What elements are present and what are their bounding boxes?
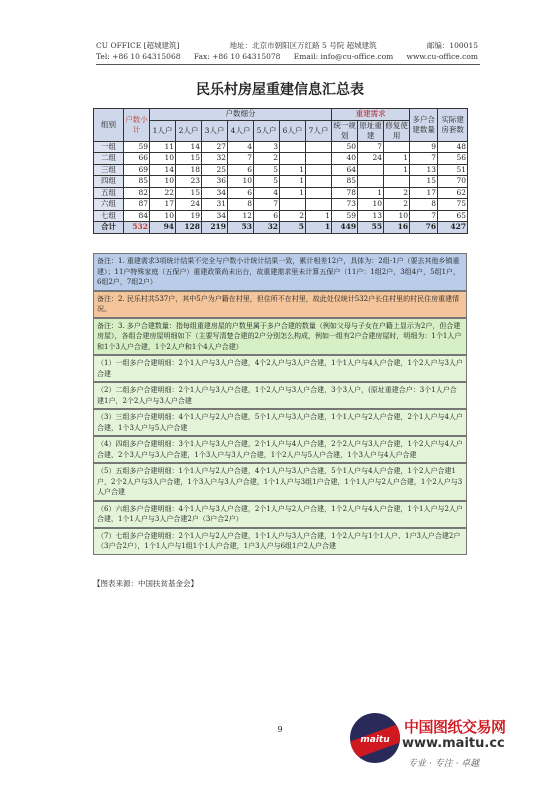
total-cell: 532	[124, 222, 150, 234]
email: Email: info@cu-office.com	[293, 52, 394, 61]
table-cell: 7	[410, 153, 438, 165]
table-cell	[280, 153, 306, 165]
note-1: 备注：1. 重建需求3项统计结果不完全与户数小计统计结果一致，累计相差12户，具体为：2组-1户（要去其他乡镇重建）；11户特殊家庭（五保户）重建政策尚未出台，故重建需求里未计算五保户（11户：1组2户，3组4户，5组1户，6组2户，7组2户）	[93, 253, 467, 291]
table-cell	[384, 176, 410, 188]
table-cell: 11	[150, 141, 176, 153]
company-name: CU OFFICE [超城建筑]	[96, 41, 180, 50]
group-label: 三组	[94, 164, 124, 176]
table-cell: 78	[332, 187, 358, 199]
logo-text: maitu	[360, 735, 390, 745]
table-cell	[306, 176, 332, 188]
group-6-detail: （6）六组多户合建明细：4个1人户与3人户合建，2个1人户与2人户合建，1个2人户与4人户合建，1个1人户与2人户合建，1个1人户与3人户合建2户（3户合2户）	[93, 501, 467, 528]
table-row	[94, 141, 468, 153]
header-group: 组别	[94, 109, 124, 142]
table-cell: 40	[332, 153, 358, 165]
table-cell: 1	[280, 164, 306, 176]
table-cell: 73	[332, 199, 358, 211]
table-cell	[384, 141, 410, 153]
table-cell: 10	[358, 199, 384, 211]
watermark-url: www.maitu.cc	[402, 736, 505, 751]
note-2: 备注：2. 民乐村共537户，其中5户为户籍在村里，但住所不在村里，故此处仅统计532户长住村里的村民住房重建情况。	[93, 291, 467, 318]
total-cell: 94	[150, 222, 176, 234]
table-cell: 75	[438, 199, 468, 211]
total-cell: 32	[254, 222, 280, 234]
group-4-detail: （4）四组多户合建明细：3个1人户与3人户合建，2个1人户与4人户合建，2个2人户与3人户合建，1个2人户与4人户合建，2个3人户与3人户合建，1个3人户与3人户合建，1个2人户与5人户合建，1个3人户与4人户合建	[93, 436, 467, 463]
header-household-detail: 户数细分	[150, 109, 332, 121]
table-cell: 7	[254, 199, 280, 211]
group-label: 六组	[94, 199, 124, 211]
table-cell: 15	[176, 153, 202, 165]
table-cell: 50	[332, 141, 358, 153]
header-unified-plan: 统一规划	[333, 120, 356, 140]
header-joint-build: 多户合建数量	[410, 109, 438, 142]
table-cell: 9	[410, 141, 438, 153]
table-cell: 2	[254, 153, 280, 165]
table-row	[94, 176, 468, 188]
header-2-person: 2人户	[176, 120, 202, 141]
table-cell: 34	[202, 210, 228, 222]
total-cell: 5	[280, 222, 306, 234]
table-cell: 10	[150, 210, 176, 222]
table-row	[94, 210, 468, 222]
company-address: 地址：北京市朝阳区万红路 5 号院 超城建筑	[229, 41, 377, 50]
table-cell: 8	[410, 199, 438, 211]
table-cell: 70	[438, 176, 468, 188]
total-cell: 219	[202, 222, 228, 234]
table-cell: 64	[332, 164, 358, 176]
note-3: 备注：3. 多户合建数量：指每组重建房屋的户数里属于多户合建的数量（例如父母与子女在户籍上显示为2户，但合建房屋），各组合建房屋明细如下（主要写清楚合建的2户分别怎么构成，例如一组有2户合建房屋时，明细为：1个1人户和1个3人户合建，1个2人户和1个4人户合建）	[93, 318, 467, 356]
table-cell: 87	[124, 199, 150, 211]
header-household-subtotal: 户数小计	[124, 109, 150, 142]
table-cell: 5	[254, 176, 280, 188]
table-row	[94, 164, 468, 176]
watermark-slogan: 专业 · 专注 · 卓越	[408, 759, 480, 769]
table-cell: 2	[280, 210, 306, 222]
header-actual-units: 实际建房套数	[438, 109, 468, 142]
table-cell	[306, 153, 332, 165]
page-header	[96, 40, 478, 62]
total-cell: 128	[176, 222, 202, 234]
total-cell: 427	[438, 222, 468, 234]
table-cell: 10	[150, 176, 176, 188]
table-cell: 56	[438, 153, 468, 165]
table-cell: 65	[438, 210, 468, 222]
table-cell	[306, 187, 332, 199]
table-cell: 1	[384, 153, 410, 165]
table-cell: 7	[358, 141, 384, 153]
notes-section	[93, 253, 467, 555]
table-cell: 17	[410, 187, 438, 199]
table-cell: 48	[438, 141, 468, 153]
table-cell: 10	[228, 176, 254, 188]
table-cell: 1	[358, 187, 384, 199]
table-cell	[280, 141, 306, 153]
table-cell: 2	[384, 199, 410, 211]
table-cell: 84	[124, 210, 150, 222]
fax: Fax: +86 10 64315078	[193, 52, 281, 61]
telephone: Tel: +86 10 64315068	[96, 52, 181, 61]
table-cell: 3	[254, 141, 280, 153]
table-cell: 4	[254, 187, 280, 199]
table-cell: 24	[358, 153, 384, 165]
group-label: 七组	[94, 210, 124, 222]
table-cell: 23	[176, 176, 202, 188]
table-cell: 36	[202, 176, 228, 188]
table-cell: 2	[384, 187, 410, 199]
table-cell: 1	[384, 164, 410, 176]
group-3-detail: （3）三组多户合建明细：4个1人户与2人户合建，5个1人户与3人户合建，1个1人户与2人户合建，2个1人户与4人户合建，1个3人户与5人户合建	[93, 409, 467, 436]
watermark-site-name: 中国图纸交易网	[404, 718, 506, 736]
table-cell: 15	[176, 187, 202, 199]
postcode: 邮编：100015	[426, 41, 478, 50]
table-cell: 1	[280, 176, 306, 188]
table-cell: 19	[176, 210, 202, 222]
header-rebuild-demand: 重建需求	[332, 109, 410, 121]
rebuild-summary-table	[93, 108, 468, 234]
header-rule	[96, 64, 480, 65]
table-cell	[306, 199, 332, 211]
table-cell: 12	[228, 210, 254, 222]
table-cell: 10	[384, 210, 410, 222]
header-repair-use: 修复使用	[385, 120, 408, 140]
table-cell: 17	[150, 199, 176, 211]
table-cell	[306, 164, 332, 176]
table-cell: 51	[438, 164, 468, 176]
website: www.cu-office.com	[406, 52, 478, 61]
table-cell: 59	[332, 210, 358, 222]
table-cell: 6	[228, 187, 254, 199]
table-cell: 4	[228, 141, 254, 153]
group-5-detail: （5）五组多户合建明细：1个1人户与2人户合建，4个1人户与3人户合建，5个1人户与4人户合建，1个2人户合建1户，2个2人户与3人户合建，1个3人户与3人户合建，1个1人户与3组1户合建，1个1人户与2人户合建，1个2人户与3人户合建	[93, 463, 467, 501]
header-1-person: 1人户	[150, 120, 176, 141]
header-6-person: 6人户	[280, 120, 306, 141]
table-cell: 15	[410, 176, 438, 188]
header-in-situ-rebuild: 原址重建	[359, 120, 382, 140]
table-cell: 7	[410, 210, 438, 222]
table-cell: 8	[228, 199, 254, 211]
table-cell: 10	[150, 153, 176, 165]
total-label: 合计	[94, 222, 124, 234]
table-cell: 59	[124, 141, 150, 153]
table-cell: 18	[176, 164, 202, 176]
group-7-detail: （7）七组多户合建明细：2个1人户与2人户合建，1个1人户与3人户合建，1个2人户与1个1人户、1户3人户合建2户（3户合2户），1个1人户与1组1个1人户合建，1户3人户与6组1户2人户合建	[93, 528, 467, 555]
table-cell: 1	[306, 210, 332, 222]
header-5-person: 5人户	[254, 120, 280, 141]
page-number: 9	[277, 725, 283, 734]
table-cell	[280, 199, 306, 211]
group-label: 五组	[94, 187, 124, 199]
table-cell: 24	[176, 199, 202, 211]
table-cell: 85	[332, 176, 358, 188]
table-cell: 69	[124, 164, 150, 176]
table-cell: 66	[124, 153, 150, 165]
table-cell: 5	[254, 164, 280, 176]
table-cell: 13	[358, 210, 384, 222]
table-cell	[358, 164, 384, 176]
table-cell: 62	[438, 187, 468, 199]
group-label: 一组	[94, 141, 124, 153]
group-label: 二组	[94, 153, 124, 165]
total-cell: 76	[410, 222, 438, 234]
maitu-logo	[350, 713, 400, 763]
table-row	[94, 199, 468, 211]
document-title: 民乐村房屋重建信息汇总表	[196, 82, 364, 98]
total-cell: 55	[358, 222, 384, 234]
table-cell: 32	[202, 153, 228, 165]
table-cell: 34	[202, 187, 228, 199]
table-row	[94, 153, 468, 165]
table-cell	[306, 141, 332, 153]
table-cell: 6	[228, 164, 254, 176]
table-cell: 1	[280, 187, 306, 199]
table-row	[94, 187, 468, 199]
header-4-person: 4人户	[228, 120, 254, 141]
total-cell: 53	[228, 222, 254, 234]
header-7-person: 7人户	[306, 120, 332, 141]
table-cell: 22	[150, 187, 176, 199]
table-cell: 27	[202, 141, 228, 153]
group-2-detail: （2）二组多户合建明细：2个1人户与3人户合建，1个2人户与3人户合建，3个3人户，(原址重建合户：3个1人户合建1户，2个2人户与3人户合建	[93, 382, 467, 409]
table-cell: 14	[150, 164, 176, 176]
total-cell: 449	[332, 222, 358, 234]
table-cell: 25	[202, 164, 228, 176]
figure-source: 【图表来源：中国扶贫基金会】	[93, 579, 198, 588]
table-cell: 7	[228, 153, 254, 165]
total-cell: 1	[306, 222, 332, 234]
table-cell	[358, 176, 384, 188]
table-total-row	[94, 222, 468, 234]
total-cell: 16	[384, 222, 410, 234]
group-label: 四组	[94, 176, 124, 188]
table-cell: 82	[124, 187, 150, 199]
header-3-person: 3人户	[202, 120, 228, 141]
table-cell: 6	[254, 210, 280, 222]
table-cell: 14	[176, 141, 202, 153]
table-cell: 31	[202, 199, 228, 211]
table-cell: 13	[410, 164, 438, 176]
table-cell: 85	[124, 176, 150, 188]
group-1-detail: （1）一组多户合建明细：2个1人户与3人户合建，4个2人户与3人户合建，1个1人户与4人户合建，1个2人户与3人户合建	[93, 355, 467, 382]
